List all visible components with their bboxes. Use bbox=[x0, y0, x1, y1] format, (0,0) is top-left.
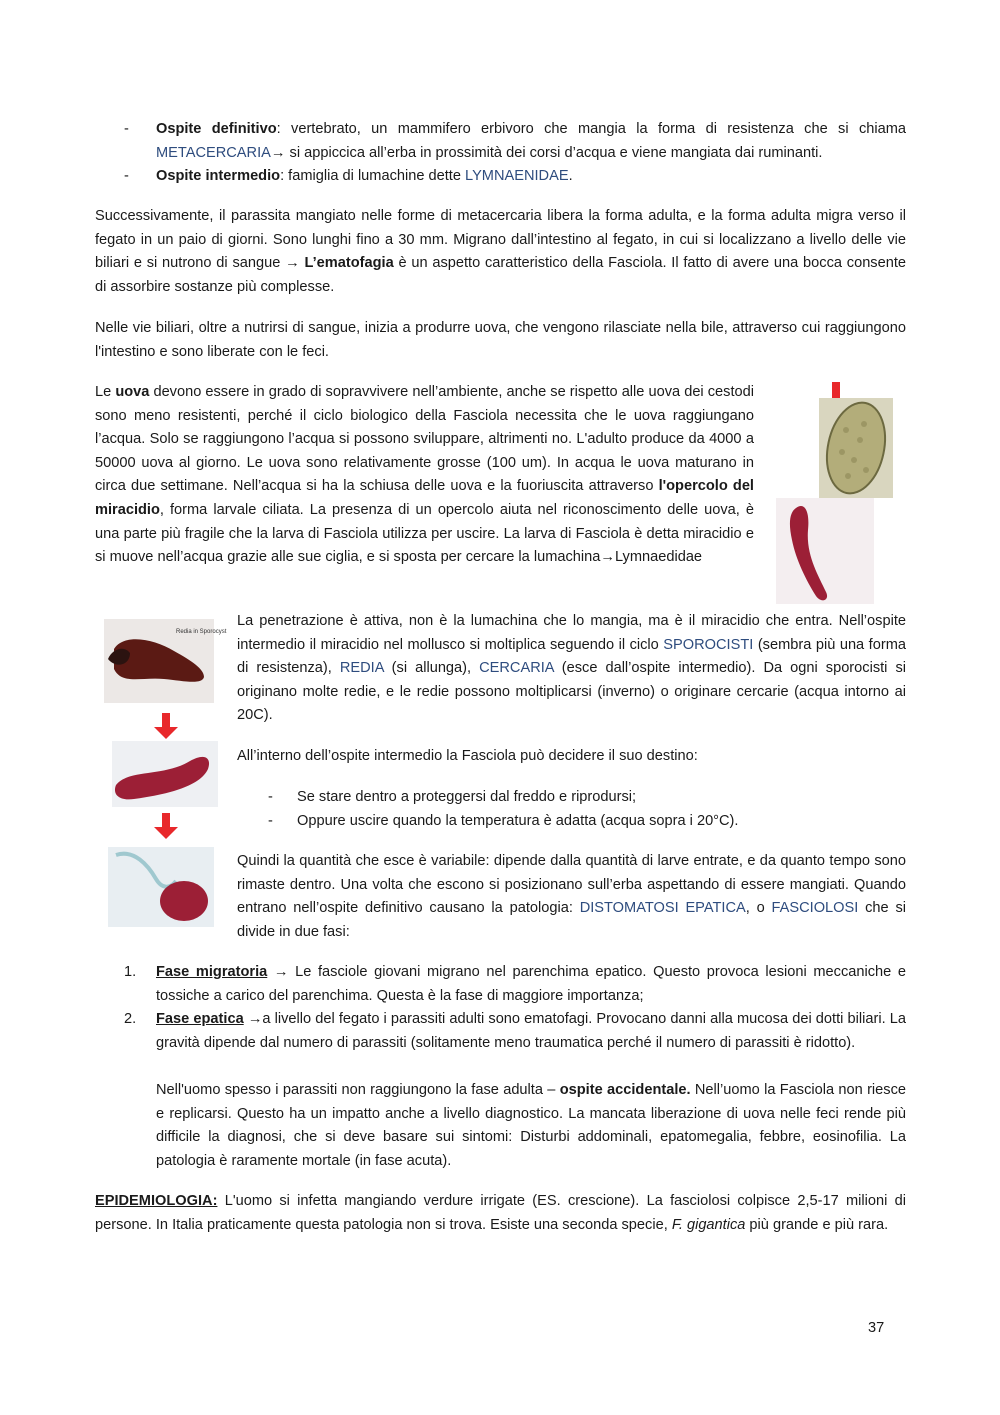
term-blue: FASCIOLOSI bbox=[771, 900, 859, 917]
term-bold: Ospite definitivo bbox=[156, 121, 277, 137]
red-arrow-icon bbox=[154, 813, 178, 839]
egg-miracidium-figure bbox=[776, 380, 896, 606]
text: Le fasciole giovani migrano nel parenchima epatico. Questo provoca lesioni meccaniche e tossiche a carico del parenchima. Questa è la fase di maggiore importanza; bbox=[156, 964, 906, 1004]
text: più grande e più rara. bbox=[745, 1216, 889, 1233]
text: che si divide in due fasi: bbox=[237, 900, 907, 940]
text: (si allunga), bbox=[383, 660, 480, 677]
arrow-icon: → bbox=[273, 964, 289, 980]
paragraph-penetration bbox=[237, 610, 906, 728]
text: (sembra più una forma di resistenza), bbox=[237, 636, 906, 677]
paragraph-eggs bbox=[95, 381, 754, 570]
paragraph-bile-ducts: Nelle vie biliari, oltre a nutrirsi di sangue, inizia a produrre uova, che vengono rilasciate nella bile, attraverso cui raggiungono l'intestino e sono liberate con le feci. bbox=[95, 320, 906, 360]
paragraph-epidemiology bbox=[95, 1190, 906, 1237]
term-blue: CERCARIA bbox=[479, 660, 554, 677]
phase-title: Fase epatica bbox=[156, 1011, 244, 1027]
list-item-migratory-phase bbox=[156, 961, 906, 1008]
term-blue: METACERCARIA bbox=[156, 144, 271, 161]
term-bold: ospite accidentale. bbox=[559, 1082, 691, 1098]
list-number: 1. bbox=[124, 964, 137, 980]
page-number: 37 bbox=[868, 1320, 885, 1336]
paragraph-adult-migration bbox=[95, 205, 906, 299]
phase-title: Fase migratoria bbox=[156, 964, 268, 980]
larval-stages-figure bbox=[104, 619, 227, 929]
term-blue: LYMNAENIDAE bbox=[465, 168, 569, 184]
text: : vertebrato, un mammifero erbivoro che mangia la forma di resistenza che si chiama bbox=[276, 121, 906, 137]
paragraph-quantity bbox=[237, 850, 906, 944]
term-blue: SPOROCISTI bbox=[663, 636, 754, 653]
text: Le bbox=[95, 384, 116, 400]
list-dash: - bbox=[268, 789, 273, 805]
arrow-icon: → bbox=[247, 1011, 263, 1027]
list-item-exit: Oppure uscire quando la temperatura è adatta (acqua sopra i 20°C). bbox=[297, 813, 739, 829]
text: Nell’uomo la Fasciola non riesce e replicarsi. Questo ha un impatto anche a livello diagnostico. La mancata liberazione di uova nelle feci rende più difficile la diagnosi, che si deve basare sui sintomi: Disturbi addominali, epatomegalia, febbre, eosinofilia. La patologia è raramente mortale (in fase acuta). bbox=[156, 1082, 906, 1169]
list-number: 2. bbox=[124, 1011, 137, 1027]
arrow-icon: → bbox=[600, 549, 615, 566]
paragraph-human-host bbox=[156, 1079, 906, 1173]
red-arrow-icon bbox=[154, 713, 178, 739]
list-item-definitive-host bbox=[156, 118, 906, 165]
text: Lymnaedidae bbox=[614, 549, 703, 566]
term-blue: DISTOMATOSI EPATICA bbox=[579, 900, 746, 917]
paragraph-fate: All’interno dell’ospite intermedio la Fasciola può decidere il suo destino: bbox=[237, 748, 698, 764]
term-blue: REDIA bbox=[339, 660, 384, 677]
arrow-icon: → bbox=[270, 144, 286, 161]
species-name: F. gigantica bbox=[671, 1216, 746, 1233]
section-heading: EPIDEMIOLOGIA: bbox=[95, 1193, 218, 1209]
text: . bbox=[568, 168, 573, 184]
list-item-hepatic-phase bbox=[156, 1008, 906, 1055]
text: Nell'uomo spesso i parassiti non raggiungono la fase adulta – bbox=[156, 1082, 560, 1098]
miracidium-micrograph bbox=[776, 498, 874, 604]
text: : famiglia di lumachine dette bbox=[280, 168, 466, 184]
text: L'uomo si infetta mangiando verdure irrigate (ES. crescione). La fasciolosi colpisce 2,5-17 milioni di persone. In Italia praticamente questa patologia non si trova. Esiste una seconda specie, bbox=[95, 1193, 906, 1233]
term-bold: L’ematofagia bbox=[299, 255, 394, 272]
term-bold: uova bbox=[115, 384, 150, 400]
text: si appiccica all’erba in prossimità dei corsi d’acqua e viene mangiata dai ruminanti. bbox=[285, 144, 823, 161]
cercaria-body bbox=[160, 881, 208, 921]
list-dash: - bbox=[124, 168, 129, 184]
text: La penetrazione è attiva, non è la lumachina che lo mangia, ma è il miracidio che entra. Nell’ospite intermedio il miracidio nel mollusco si moltiplica seguendo il ciclo bbox=[237, 613, 906, 653]
arrow-icon: → bbox=[285, 255, 300, 272]
list-item-intermediate-host bbox=[156, 165, 906, 189]
text: (esce dall’ospite intermedio). Da ogni sporocisti si originano molte redie, e le redie possono moltiplicarsi (inverno) o originare cercarie (acqua intorno ai 20C). bbox=[237, 660, 906, 724]
text: devono essere in grado di sopravvivere nell’ambiente, anche se rispetto alle uova dei cestodi sono meno resistenti, perché il ciclo biologico della Fasciola necessita che le uova raggiungano l’acqua. Solo se raggiungono l’acqua si possono sviluppare, altrimenti no. L'adulto produce da 4000 a 50000 uova al giorno. Le uova sono relativamente grosse (100 um). In acqua le uova maturano in circa due settimane. Nell’acqua si ha la schiusa delle uova e la fuoriuscita attraverso bbox=[95, 384, 754, 495]
text: , forma larvale ciliata. La presenza di un opercolo aiuta nel riconoscimento delle uova, è una parte più fragile che la larva di Fasciola utilizza per uscire. La larva di Fasciola è detta miracidio e si muove nell’acqua grazie alle sue ciglia, e si sposta per cercare la lumachina bbox=[95, 501, 754, 566]
redia-label: Redia in Sporocyst bbox=[176, 629, 227, 635]
list-dash: - bbox=[268, 813, 273, 829]
text: a livello del fegato i parassiti adulti sono ematofagi. Provocano danni alla mucosa dei dotti biliari. La gravità dipende dal numero di parassiti (solitamente meno traumatica perché il numero di parassiti è ridotto). bbox=[156, 1011, 906, 1051]
text: Quindi la quantità che esce è variabile: dipende dalla quantità di larve entrate, e da quanto tempo sono rimaste dentro. Una volta che escono si posizionano sull’erba aspettando di essere mangiati. Quando entrano nell’ospite definitivo causano la patologia: bbox=[237, 853, 906, 917]
text: Successivamente, il parassita mangiato nelle forme di metacercaria libera la forma adulta, e la forma adulta migra verso il fegato in un paio di giorni. Sono lunghi fino a 30 mm. Migrano dall’intestino al fegato, in cui si localizzano a livello delle vie biliari e si nutrono di sangue bbox=[95, 208, 906, 272]
list-dash: - bbox=[124, 121, 129, 137]
term-bold: Ospite intermedio bbox=[156, 168, 281, 184]
text: , o bbox=[745, 900, 772, 917]
term-bold: l'opercolo del miracidio bbox=[95, 478, 754, 518]
text: è un aspetto caratteristico della Fasciola. Il fatto di avere una bocca consente di assorbire sostanze più complesse. bbox=[95, 255, 907, 295]
list-item-stay: Se stare dentro a proteggersi dal freddo e riprodursi; bbox=[297, 789, 637, 805]
